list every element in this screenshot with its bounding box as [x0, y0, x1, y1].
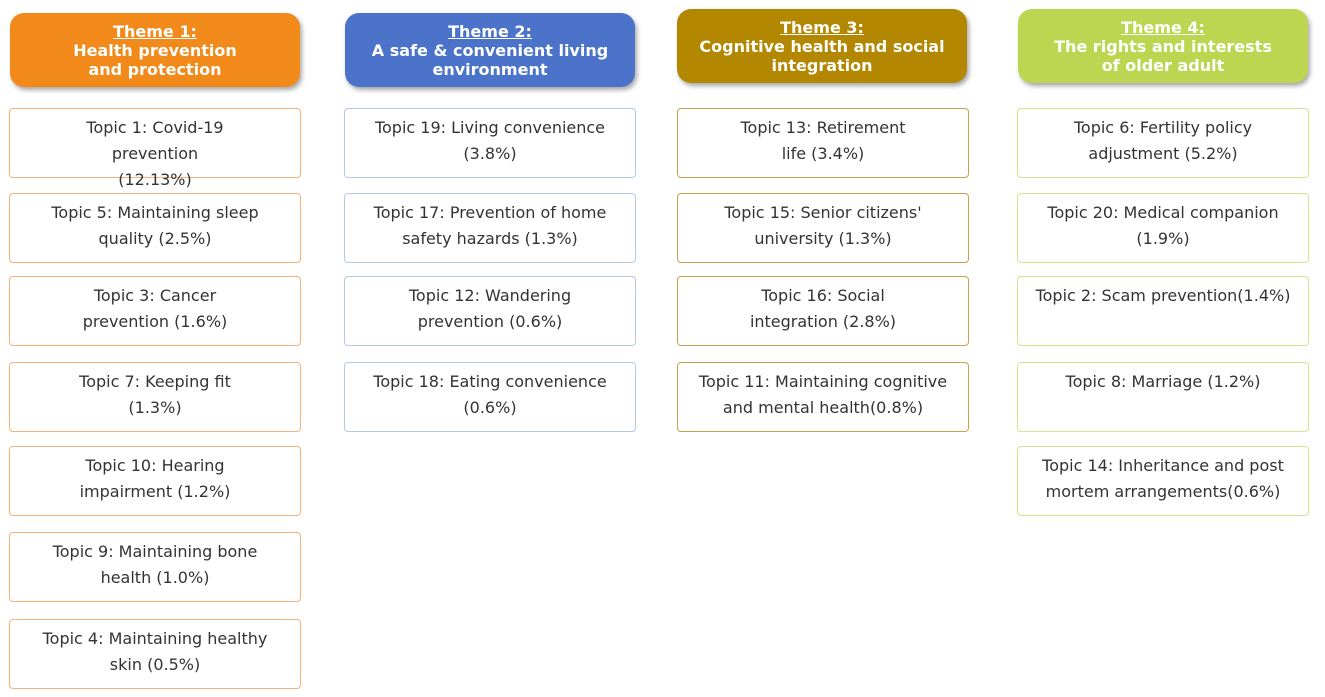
topic-box	[344, 362, 636, 432]
topic-box	[677, 193, 969, 263]
topic-label: Topic 12: Wandering prevention (0.6%)	[408, 286, 572, 331]
topic-box	[344, 108, 636, 178]
topic-box	[677, 276, 969, 346]
topic-label: Topic 9: Maintaining bone health (1.0%)	[52, 542, 258, 587]
theme-title: Cognitive health and social integration	[699, 36, 945, 75]
topic-box	[344, 276, 636, 346]
topic-box	[1017, 446, 1309, 516]
topic-box	[344, 193, 636, 263]
topic-label: Topic 11: Maintaining cognitive and mental health(0.8%)	[698, 372, 948, 417]
topic-label: Topic 20: Medical companion (1.9%)	[1047, 203, 1279, 248]
theme-label: Theme 3:	[780, 17, 864, 37]
topic-box	[9, 193, 301, 263]
topic-label: Topic 17: Prevention of home safety hazards (1.3%)	[373, 203, 607, 248]
topic-label: Topic 1: Covid-19 prevention (12.13%)	[86, 118, 224, 189]
topic-box	[1017, 193, 1309, 263]
topic-label: Topic 14: Inheritance and post mortem arrangements(0.6%)	[1042, 456, 1284, 501]
theme-1-header	[10, 13, 300, 87]
theme-3-header	[677, 9, 967, 83]
topic-label: Topic 13: Retirement life (3.4%)	[740, 118, 906, 163]
topic-box	[1017, 362, 1309, 432]
topic-box	[9, 108, 301, 189]
topic-label: Topic 15: Senior citizens' university (1.3%)	[724, 203, 922, 248]
topic-label: Topic 18: Eating convenience (0.6%)	[373, 372, 607, 417]
topic-box	[9, 276, 301, 346]
topic-label: Topic 19: Living convenience (3.8%)	[374, 118, 606, 163]
topic-label: Topic 6: Fertility policy adjustment (5.2%)	[1073, 118, 1253, 163]
topic-box	[1017, 108, 1309, 178]
topic-box	[9, 446, 301, 516]
topic-box	[1017, 276, 1309, 346]
topic-box	[9, 619, 301, 689]
theme-4-header	[1018, 9, 1308, 83]
topic-label: Topic 5: Maintaining sleep quality (2.5%)	[51, 203, 259, 248]
theme-label: Theme 4:	[1121, 17, 1205, 37]
topic-label: Topic 2: Scam prevention(1.4%)	[1035, 286, 1291, 305]
topic-label: Topic 10: Hearing impairment (1.2%)	[79, 456, 231, 501]
topic-box	[9, 362, 301, 432]
topic-label: Topic 4: Maintaining healthy skin (0.5%)	[42, 629, 268, 674]
topic-box	[9, 532, 301, 602]
topic-label: Topic 7: Keeping fit (1.3%)	[79, 372, 231, 417]
topic-box	[677, 108, 969, 178]
theme-label: Theme 1:	[113, 21, 197, 41]
theme-2-header	[345, 13, 635, 87]
topic-label: Topic 8: Marriage (1.2%)	[1065, 372, 1261, 391]
theme-title: A safe & convenient living environment	[371, 40, 609, 79]
topic-label: Topic 3: Cancer prevention (1.6%)	[82, 286, 228, 331]
topic-label: Topic 16: Social integration (2.8%)	[749, 286, 897, 331]
topic-box	[677, 362, 969, 432]
theme-label: Theme 2:	[448, 21, 532, 41]
theme-title: The rights and interests of older adult	[1054, 36, 1272, 75]
theme-title: Health prevention and protection	[73, 40, 237, 79]
